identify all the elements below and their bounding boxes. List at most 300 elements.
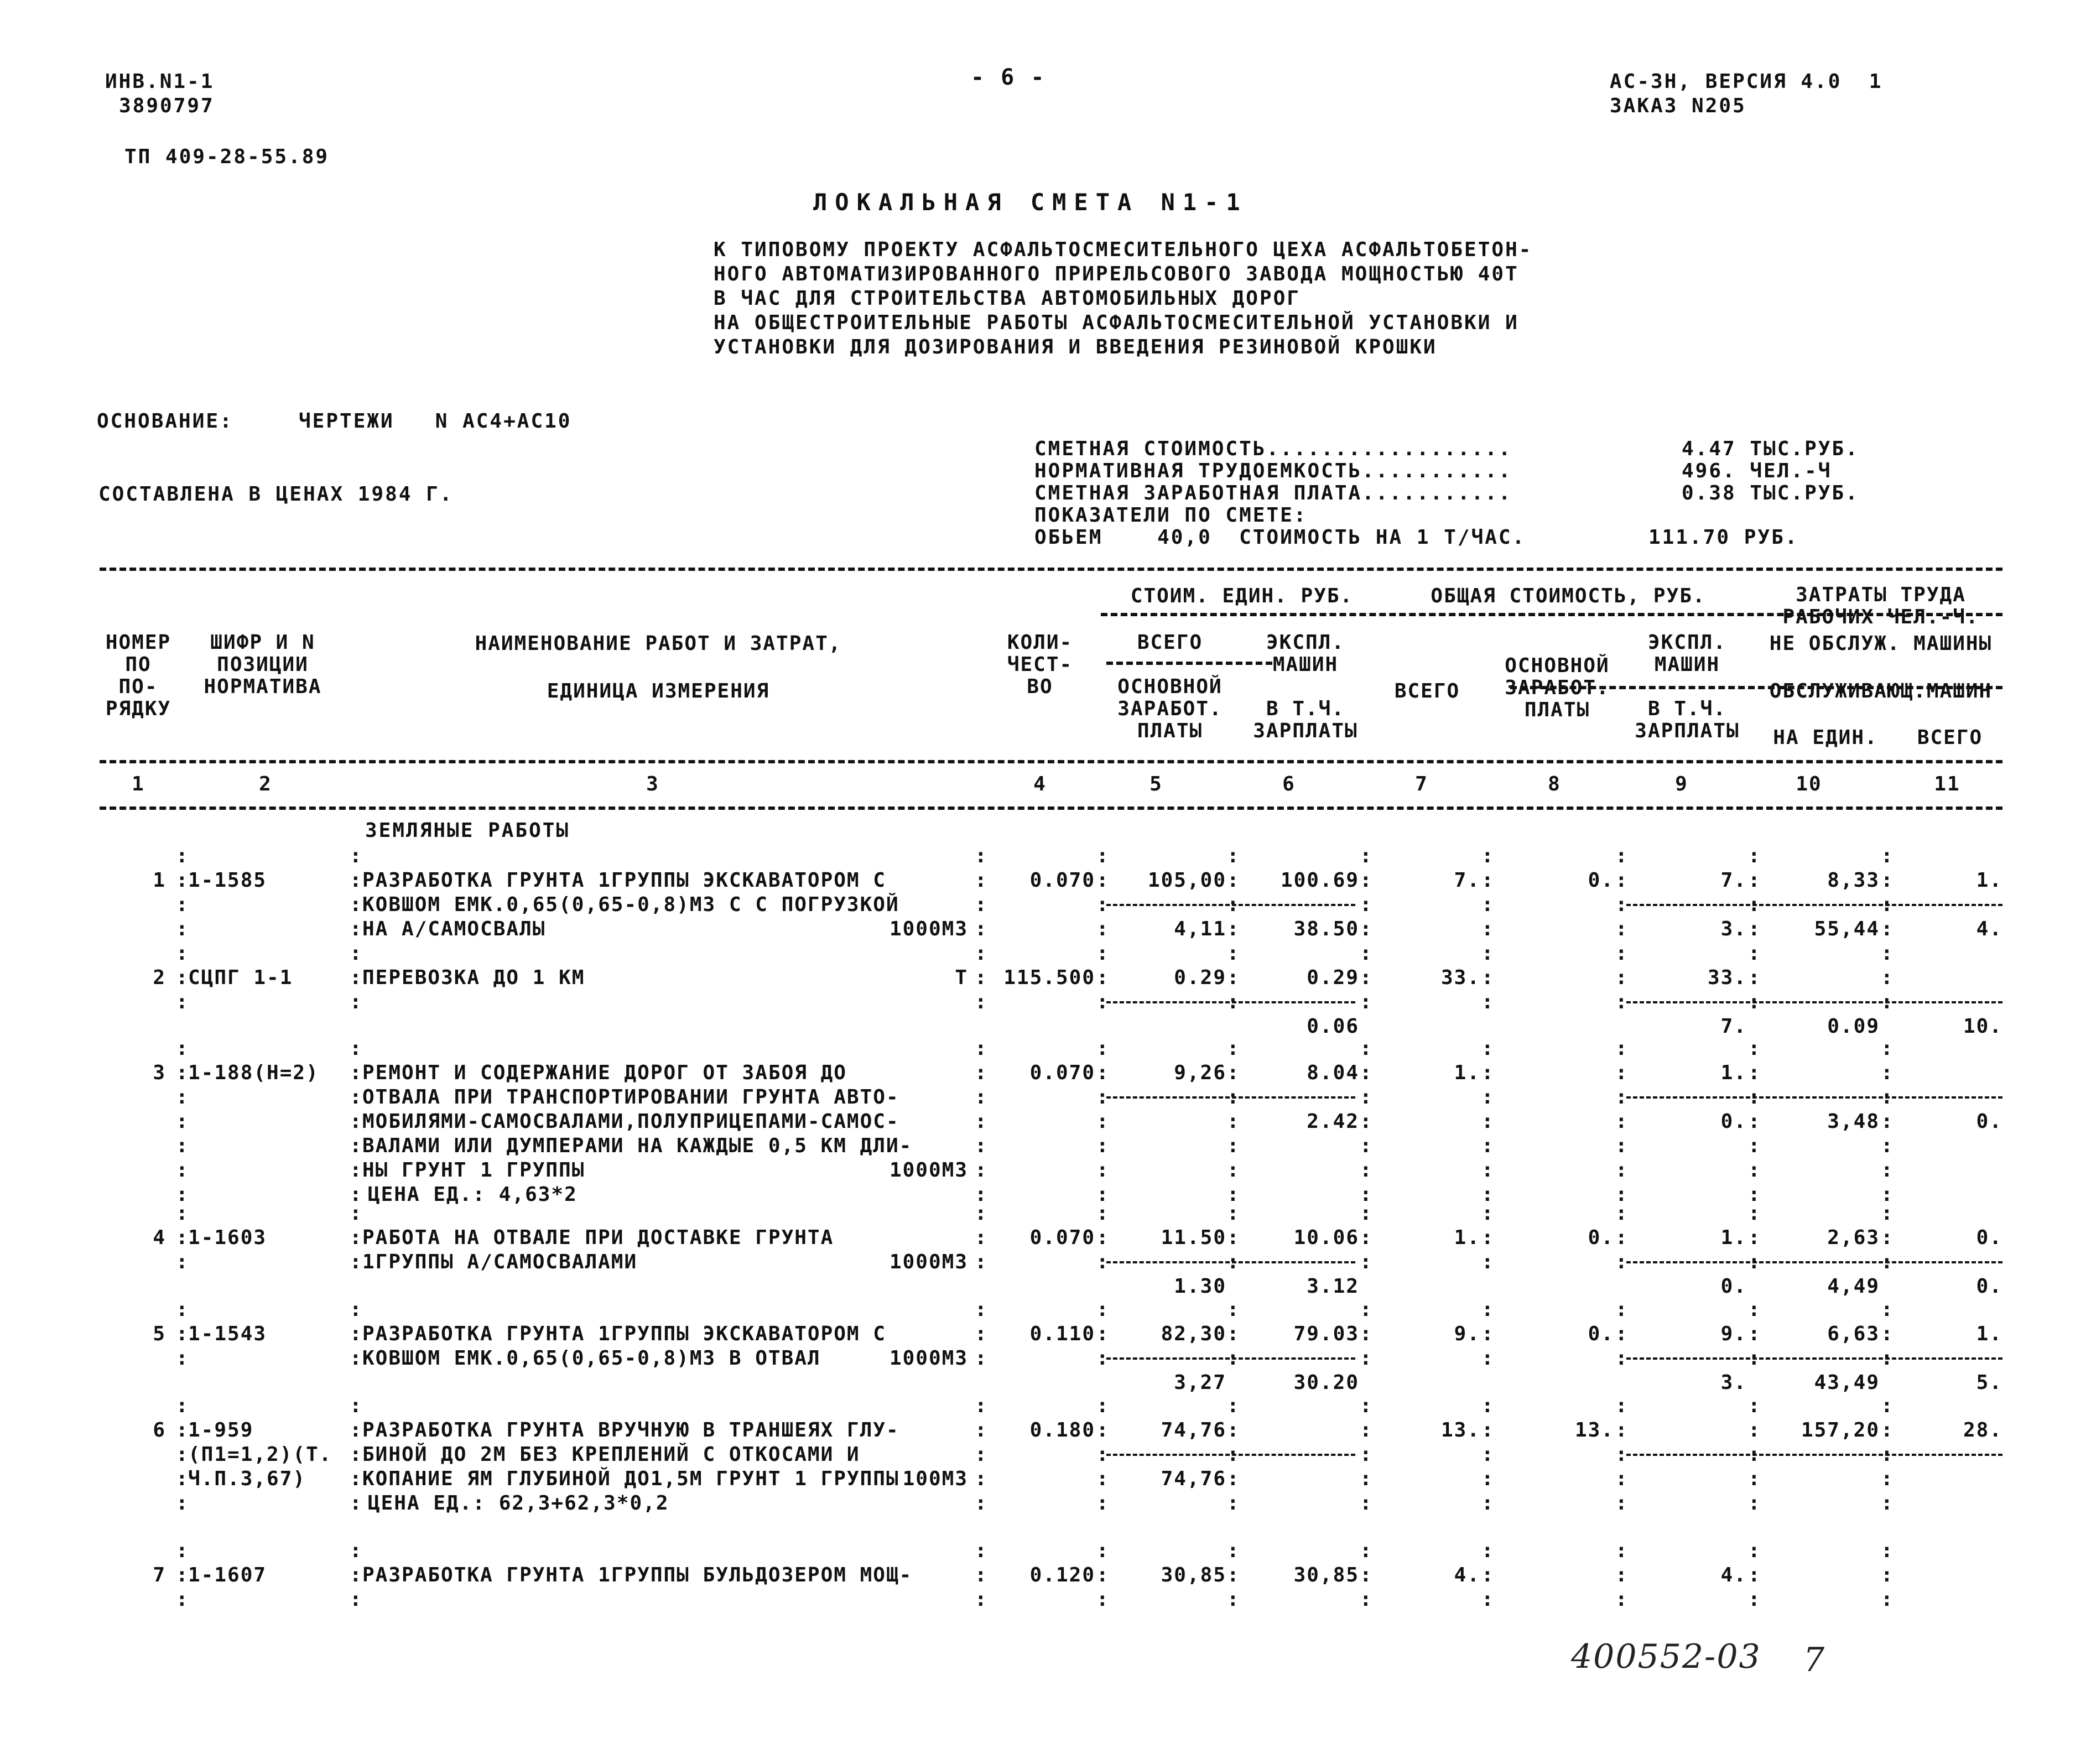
column-separator: : bbox=[350, 1298, 362, 1321]
labor-per-unit: 8,33 bbox=[1827, 869, 1880, 892]
norm-code: 1-188(Н=2) bbox=[188, 1061, 319, 1084]
column-separator: : bbox=[1096, 1202, 1109, 1225]
norm-code: Ч.П.3,67) bbox=[188, 1468, 306, 1490]
column-separator: : bbox=[176, 1588, 188, 1611]
total-machine-wages: 7. bbox=[1720, 1015, 1747, 1038]
column-separator: : bbox=[1881, 1419, 1893, 1442]
column-separator: : bbox=[1096, 893, 1109, 916]
column-separator: : bbox=[1096, 1086, 1109, 1109]
column-separator: : bbox=[1748, 1110, 1760, 1133]
column-separator: : bbox=[1481, 1135, 1494, 1157]
page-number: - 6 - bbox=[971, 65, 1046, 90]
column-separator: : bbox=[975, 1226, 987, 1249]
column-separator: : bbox=[1481, 966, 1494, 989]
column-separator: : bbox=[1227, 1323, 1239, 1345]
column-separator: : bbox=[1748, 1159, 1760, 1182]
unit-cost-total: 0.29 bbox=[1174, 966, 1226, 989]
column-separator: : bbox=[350, 991, 362, 1013]
column-number: 6 bbox=[1282, 773, 1296, 795]
unit-of-measure: 1000М3 bbox=[889, 1251, 968, 1273]
column-separator: : bbox=[1881, 991, 1893, 1013]
column-separator: : bbox=[975, 845, 987, 867]
work-name-line: РАБОТА НА ОТВАЛЕ ПРИ ДОСТАВКЕ ГРУНТА bbox=[362, 1226, 834, 1249]
column-separator: : bbox=[350, 966, 362, 989]
summary-label: СМЕТНАЯ ЗАРАБОТНАЯ ПЛАТА........... bbox=[1034, 482, 1512, 504]
column-separator: : bbox=[350, 1183, 362, 1206]
column-separator: : bbox=[1096, 918, 1109, 940]
column-separator: : bbox=[1227, 869, 1239, 892]
col-header-7: ВСЕГО bbox=[1394, 680, 1460, 703]
total-machines: 1. bbox=[1720, 1061, 1747, 1084]
column-separator: : bbox=[1748, 1251, 1760, 1273]
column-separator: : bbox=[350, 1492, 362, 1515]
column-number: 11 bbox=[1934, 773, 1960, 795]
cell-divider bbox=[1106, 1096, 1355, 1099]
unit-cost-total: 82,30 bbox=[1161, 1323, 1226, 1345]
column-separator: : bbox=[1748, 1468, 1760, 1490]
unit-of-measure: 1000М3 bbox=[889, 918, 968, 940]
column-separator: : bbox=[176, 1323, 188, 1345]
column-separator: : bbox=[975, 991, 987, 1013]
work-name-line: РАЗРАБОТКА ГРУНТА ВРУЧНУЮ В ТРАНШЕЯХ ГЛУ- bbox=[362, 1419, 899, 1442]
column-separator: : bbox=[975, 1539, 987, 1562]
column-separator: : bbox=[350, 1061, 362, 1084]
column-number: 3 bbox=[646, 773, 659, 795]
subtitle-line: УСТАНОВКИ ДЛЯ ДОЗИРОВАНИЯ И ВВЕДЕНИЯ РЕЗИНОВОЙ КРОШКИ bbox=[714, 336, 1437, 358]
cell-divider bbox=[1626, 1096, 2002, 1099]
cell-divider bbox=[1626, 1261, 2002, 1263]
work-name-line: КОПАНИЕ ЯМ ГЛУБИНОЙ ДО1,5М ГРУНТ 1 ГРУППЫ bbox=[362, 1468, 899, 1490]
column-separator: : bbox=[1481, 1539, 1494, 1562]
column-separator: : bbox=[1481, 1588, 1494, 1611]
cell-divider bbox=[1626, 1357, 2002, 1360]
column-separator: : bbox=[1748, 893, 1760, 916]
column-separator: : bbox=[1096, 1347, 1109, 1370]
column-separator: : bbox=[1881, 1251, 1893, 1273]
column-separator: : bbox=[176, 1419, 188, 1442]
column-number: 1 bbox=[132, 773, 145, 795]
total-cost: 1. bbox=[1454, 1226, 1480, 1249]
column-separator: : bbox=[1096, 942, 1109, 965]
column-separator: : bbox=[1360, 1443, 1372, 1466]
column-separator: : bbox=[1096, 869, 1109, 892]
column-separator: : bbox=[176, 1226, 188, 1249]
column-separator: : bbox=[975, 1323, 987, 1345]
column-separator: : bbox=[1748, 942, 1760, 965]
column-separator: : bbox=[1748, 966, 1760, 989]
unit-cost-total: 30,85 bbox=[1161, 1564, 1226, 1586]
total-cost: 1. bbox=[1454, 1061, 1480, 1084]
column-separator: : bbox=[350, 1086, 362, 1109]
row-number: 6 bbox=[153, 1419, 166, 1442]
column-separator: : bbox=[1227, 918, 1239, 940]
column-separator: : bbox=[1227, 1110, 1239, 1133]
col-header-qty: КОЛИ- ЧЕСТ- ВО bbox=[1007, 631, 1073, 698]
column-separator: : bbox=[1881, 1539, 1893, 1562]
column-separator: : bbox=[1227, 991, 1239, 1013]
labor-per-unit-machines: 3,48 bbox=[1827, 1110, 1880, 1133]
section-title: ЗЕМЛЯНЫЕ РАБОТЫ bbox=[365, 819, 570, 842]
column-separator: : bbox=[176, 1037, 188, 1060]
column-separator: : bbox=[975, 1135, 987, 1157]
column-separator: : bbox=[1227, 1086, 1239, 1109]
column-separator: : bbox=[1227, 1226, 1239, 1249]
unit-cost-machine-wages: 2.42 bbox=[1307, 1110, 1359, 1133]
column-separator: : bbox=[176, 893, 188, 916]
unit-price-note: ЦЕНА ЕД.: 62,3+62,3*0,2 bbox=[368, 1492, 669, 1515]
norm-code: 1-1607 bbox=[188, 1564, 267, 1586]
unit-cost-machine-wages: 38.50 bbox=[1293, 918, 1359, 940]
column-separator: : bbox=[1748, 1443, 1760, 1466]
column-separator: : bbox=[1881, 966, 1893, 989]
column-separator: : bbox=[1481, 1323, 1494, 1345]
work-name-line: 1ГРУППЫ А/САМОСВАЛАМИ bbox=[362, 1251, 638, 1273]
norm-code: СЦПГ 1-1 bbox=[188, 966, 293, 989]
column-separator: : bbox=[1227, 1183, 1239, 1206]
column-separator: : bbox=[1096, 1298, 1109, 1321]
column-separator: : bbox=[176, 845, 188, 867]
quantity: 0.070 bbox=[1029, 869, 1095, 892]
column-separator: : bbox=[1096, 1135, 1109, 1157]
column-separator: : bbox=[1481, 1298, 1494, 1321]
column-separator: : bbox=[1481, 942, 1494, 965]
column-separator: : bbox=[1096, 1588, 1109, 1611]
column-separator: : bbox=[1748, 1347, 1760, 1370]
col-header-number: НОМЕР ПО ПО- РЯДКУ bbox=[105, 631, 171, 720]
column-separator: : bbox=[1615, 1086, 1627, 1109]
labor-total-machines: 4. bbox=[1976, 918, 2002, 940]
column-separator: : bbox=[1360, 1135, 1372, 1157]
column-separator: : bbox=[1881, 1037, 1893, 1060]
column-separator: : bbox=[1227, 1564, 1239, 1586]
unit-cost-wages: 3,27 bbox=[1174, 1371, 1226, 1394]
column-separator: : bbox=[1227, 1135, 1239, 1157]
column-separator: : bbox=[1096, 1443, 1109, 1466]
column-separator: : bbox=[1481, 991, 1494, 1013]
column-separator: : bbox=[1360, 845, 1372, 867]
column-separator: : bbox=[176, 918, 188, 940]
norm-code: 1-959 bbox=[188, 1419, 254, 1442]
column-separator: : bbox=[1748, 1539, 1760, 1562]
column-separator: : bbox=[1615, 1323, 1627, 1345]
column-separator: : bbox=[1096, 1564, 1109, 1586]
row-number: 5 bbox=[153, 1323, 166, 1345]
column-separator: : bbox=[176, 869, 188, 892]
cell-divider bbox=[1106, 1357, 1355, 1360]
column-separator: : bbox=[1481, 1492, 1494, 1515]
basis-value: ЧЕРТЕЖИ N АС4+АС10 bbox=[299, 410, 572, 433]
column-separator: : bbox=[975, 1468, 987, 1490]
subtitle-line: К ТИПОВОМУ ПРОЕКТУ АСФАЛЬТОСМЕСИТЕЛЬНОГО ЦЕХА АСФАЛЬТОБЕТОН- bbox=[714, 238, 1533, 261]
column-separator: : bbox=[1748, 1588, 1760, 1611]
work-name-line: РАЗРАБОТКА ГРУНТА 1ГРУППЫ ЭКСКАВАТОРОМ С bbox=[362, 1323, 886, 1345]
column-separator: : bbox=[1748, 1202, 1760, 1225]
column-separator: : bbox=[350, 1347, 362, 1370]
column-separator: : bbox=[1748, 1323, 1760, 1345]
quantity: 115.500 bbox=[1003, 966, 1095, 989]
column-separator: : bbox=[350, 1419, 362, 1442]
unit-of-measure: 100М3 bbox=[902, 1468, 968, 1490]
quantity: 0.070 bbox=[1029, 1226, 1095, 1249]
total-machines: 9. bbox=[1720, 1323, 1747, 1345]
handwritten-page-number: 7 bbox=[1803, 1641, 1826, 1679]
col-header-total-cost: ОБЩАЯ СТОИМОСТЬ, РУБ. bbox=[1431, 585, 1706, 607]
column-separator: : bbox=[1096, 1226, 1109, 1249]
column-separator: : bbox=[1360, 1588, 1372, 1611]
column-separator: : bbox=[1360, 1468, 1372, 1490]
column-separator: : bbox=[1096, 1539, 1109, 1562]
column-separator: : bbox=[1096, 966, 1109, 989]
cell-divider bbox=[1626, 904, 2002, 906]
work-name-line: ВАЛАМИ ИЛИ ДУМПЕРАМИ НА КАЖДЫЕ 0,5 КМ ДЛИ- bbox=[362, 1135, 913, 1157]
column-separator: : bbox=[1481, 1110, 1494, 1133]
document-code: 3890797 bbox=[119, 95, 215, 117]
column-separator: : bbox=[1615, 1061, 1627, 1084]
column-separator: : bbox=[1096, 1251, 1109, 1273]
column-separator: : bbox=[1227, 1394, 1239, 1417]
column-separator: : bbox=[1615, 1394, 1627, 1417]
summary-label: ПОКАЗАТЕЛИ ПО СМЕТЕ: bbox=[1034, 504, 1308, 527]
column-separator: : bbox=[1360, 1202, 1372, 1225]
unit-cost-machines: 10.06 bbox=[1293, 1226, 1359, 1249]
column-separator: : bbox=[975, 1086, 987, 1109]
numbers-rule bbox=[100, 806, 2002, 810]
work-name-line: ПЕРЕВОЗКА ДО 1 КМ bbox=[362, 966, 585, 989]
norm-code: 1-1543 bbox=[188, 1323, 267, 1345]
column-separator: : bbox=[176, 1086, 188, 1109]
column-separator: : bbox=[350, 893, 362, 916]
column-separator: : bbox=[176, 1564, 188, 1586]
unit-cost-machine-wages: 30.20 bbox=[1293, 1371, 1359, 1394]
column-separator: : bbox=[176, 1394, 188, 1417]
column-separator: : bbox=[350, 1226, 362, 1249]
summary-label: НОРМАТИВНАЯ ТРУДОЕМКОСТЬ........... bbox=[1034, 460, 1512, 482]
column-separator: : bbox=[1748, 991, 1760, 1013]
column-separator: : bbox=[1096, 1159, 1109, 1182]
column-separator: : bbox=[1481, 1394, 1494, 1417]
column-separator: : bbox=[1615, 1202, 1627, 1225]
col-header-8: ОСНОВНОЙ ЗАРАБОТ. ПЛАТЫ bbox=[1505, 654, 1610, 721]
row-number: 2 bbox=[153, 966, 166, 989]
column-separator: : bbox=[1227, 1492, 1239, 1515]
column-separator: : bbox=[1481, 1419, 1494, 1442]
column-separator: : bbox=[1615, 1135, 1627, 1157]
summary-row bbox=[1034, 437, 1897, 459]
column-separator: : bbox=[1360, 1226, 1372, 1249]
unit-cost-wages: 74,76 bbox=[1161, 1468, 1226, 1490]
column-separator: : bbox=[1096, 1061, 1109, 1084]
cell-divider bbox=[1106, 1261, 1355, 1263]
column-separator: : bbox=[1748, 1419, 1760, 1442]
column-separator: : bbox=[1481, 1159, 1494, 1182]
labor-total-machines: 0. bbox=[1976, 1110, 2002, 1133]
column-separator: : bbox=[1227, 893, 1239, 916]
total-machine-wages: 0. bbox=[1720, 1275, 1747, 1298]
column-separator: : bbox=[1748, 845, 1760, 867]
column-separator: : bbox=[1615, 1564, 1627, 1586]
column-separator: : bbox=[350, 1539, 362, 1562]
column-separator: : bbox=[1615, 1443, 1627, 1466]
column-separator: : bbox=[1481, 1183, 1494, 1206]
col-header-11: ВСЕГО bbox=[1917, 726, 1983, 749]
column-separator: : bbox=[1360, 1298, 1372, 1321]
summary-row bbox=[1034, 481, 1897, 503]
column-separator: : bbox=[975, 1588, 987, 1611]
column-separator: : bbox=[1748, 1037, 1760, 1060]
inventory-number: ИНВ.N1-1 bbox=[105, 70, 215, 93]
labor-total: 1. bbox=[1976, 1323, 2002, 1345]
summary-value: 4.47 ТЫС.РУБ. bbox=[1682, 438, 1859, 460]
column-separator: : bbox=[1748, 1564, 1760, 1586]
summary-row bbox=[1034, 503, 1897, 525]
labor-per-unit-machines: 55,44 bbox=[1814, 918, 1880, 940]
column-separator: : bbox=[176, 1202, 188, 1225]
column-separator: : bbox=[1360, 966, 1372, 989]
column-separator: : bbox=[176, 1347, 188, 1370]
column-separator: : bbox=[1481, 1251, 1494, 1273]
unit-cost-machines: 79.03 bbox=[1293, 1323, 1359, 1345]
column-separator: : bbox=[1227, 1443, 1239, 1466]
column-separator: : bbox=[1227, 1061, 1239, 1084]
column-separator: : bbox=[1227, 1159, 1239, 1182]
column-separator: : bbox=[1748, 1492, 1760, 1515]
column-separator: : bbox=[176, 942, 188, 965]
header-rule bbox=[100, 760, 2002, 763]
column-separator: : bbox=[1881, 1061, 1893, 1084]
summary-label: СМЕТНАЯ СТОИМОСТЬ.................. bbox=[1034, 438, 1512, 460]
column-separator: : bbox=[176, 1159, 188, 1182]
column-separator: : bbox=[1096, 1183, 1109, 1206]
column-separator: : bbox=[975, 918, 987, 940]
column-separator: : bbox=[1881, 893, 1893, 916]
work-name-line: ОТВАЛА ПРИ ТРАНСПОРТИРОВАНИИ ГРУНТА АВТО- bbox=[362, 1086, 899, 1109]
summary-row bbox=[1034, 525, 1897, 548]
column-separator: : bbox=[1615, 1539, 1627, 1562]
quantity: 0.120 bbox=[1029, 1564, 1095, 1586]
labor-per-unit: 6,63 bbox=[1827, 1323, 1880, 1345]
basis-label: ОСНОВАНИЕ: bbox=[97, 410, 233, 433]
cell-divider bbox=[1626, 1454, 2002, 1456]
unit-cost-total: 105,00 bbox=[1147, 869, 1226, 892]
row-number: 4 bbox=[153, 1226, 166, 1249]
column-separator: : bbox=[1615, 942, 1627, 965]
total-wages: 13. bbox=[1574, 1419, 1614, 1442]
row-number: 7 bbox=[153, 1564, 166, 1586]
column-separator: : bbox=[1748, 1183, 1760, 1206]
column-separator: : bbox=[975, 966, 987, 989]
total-cost: 13. bbox=[1440, 1419, 1480, 1442]
column-separator: : bbox=[1096, 1110, 1109, 1133]
total-cost: 9. bbox=[1454, 1323, 1480, 1345]
column-separator: : bbox=[975, 1251, 987, 1273]
column-separator: : bbox=[1881, 1135, 1893, 1157]
work-name-line: НА А/САМОСВАЛЫ bbox=[362, 918, 546, 940]
work-name-line: КОВШОМ ЕМК.0,65(0,65-0,8)М3 В ОТВАЛ bbox=[362, 1347, 821, 1370]
total-machine-wages: 0. bbox=[1720, 1110, 1747, 1133]
column-separator: : bbox=[1881, 942, 1893, 965]
column-number: 2 bbox=[259, 773, 272, 795]
column-separator: : bbox=[176, 1110, 188, 1133]
quantity: 0.180 bbox=[1029, 1419, 1095, 1442]
col-header-10b: ОБСЛУЖИВАЮЩ.МАШИН bbox=[1769, 680, 1993, 703]
unit-cost-machines: 100.69 bbox=[1280, 869, 1359, 892]
total-machine-wages: 3. bbox=[1720, 1371, 1747, 1394]
column-separator: : bbox=[1360, 1564, 1372, 1586]
column-separator: : bbox=[1615, 845, 1627, 867]
column-separator: : bbox=[1881, 1443, 1893, 1466]
work-name-line: БИНОЙ ДО 2М БЕЗ КРЕПЛЕНИЙ С ОТКОСАМИ И bbox=[362, 1443, 860, 1466]
column-separator: : bbox=[350, 1588, 362, 1611]
column-separator: : bbox=[1881, 1394, 1893, 1417]
column-separator: : bbox=[1227, 1468, 1239, 1490]
column-separator: : bbox=[1481, 1226, 1494, 1249]
column-separator: : bbox=[1748, 1061, 1760, 1084]
column-separator: : bbox=[1615, 893, 1627, 916]
labor-per-unit-machines: 0.09 bbox=[1827, 1015, 1880, 1038]
column-separator: : bbox=[1096, 1394, 1109, 1417]
column-separator: : bbox=[1481, 869, 1494, 892]
column-separator: : bbox=[1881, 845, 1893, 867]
col-header-6: ЭКСПЛ. МАШИН В Т.Ч. ЗАРПЛАТЫ bbox=[1253, 631, 1358, 742]
column-separator: : bbox=[1615, 1298, 1627, 1321]
total-cost: 7. bbox=[1454, 869, 1480, 892]
total-wages: 0. bbox=[1588, 1323, 1614, 1345]
column-separator: : bbox=[1227, 1202, 1239, 1225]
column-separator: : bbox=[1481, 845, 1494, 867]
col-header-labor: ЗАТРАТЫ ТРУДА РАБОЧИХ ЧЕЛ.-Ч. bbox=[1782, 584, 1979, 628]
labor-per-unit-machines: 43,49 bbox=[1814, 1371, 1880, 1394]
unit-of-measure: 1000М3 bbox=[889, 1159, 968, 1182]
column-separator: : bbox=[350, 869, 362, 892]
column-separator: : bbox=[1615, 1468, 1627, 1490]
cell-divider bbox=[1106, 1454, 1355, 1456]
column-separator: : bbox=[1615, 1183, 1627, 1206]
cell-divider bbox=[1106, 1001, 1355, 1003]
column-separator: : bbox=[1360, 1419, 1372, 1442]
col-header-9: ЭКСПЛ. МАШИН В Т.Ч. ЗАРПЛАТЫ bbox=[1635, 631, 1740, 742]
column-separator: : bbox=[1615, 1419, 1627, 1442]
labor-total: 1. bbox=[1976, 869, 2002, 892]
column-separator: : bbox=[1481, 893, 1494, 916]
column-separator: : bbox=[350, 1394, 362, 1417]
column-separator: : bbox=[1615, 1588, 1627, 1611]
unit-cost-machine-wages: 3.12 bbox=[1307, 1275, 1359, 1298]
labor-total-machines: 5. bbox=[1976, 1371, 2002, 1394]
column-separator: : bbox=[350, 1564, 362, 1586]
column-separator: : bbox=[1360, 1323, 1372, 1345]
row-number: 1 bbox=[153, 869, 166, 892]
column-separator: : bbox=[176, 1061, 188, 1084]
column-number: 9 bbox=[1675, 773, 1688, 795]
column-separator: : bbox=[1881, 918, 1893, 940]
labor-per-unit-machines: 4,49 bbox=[1827, 1275, 1880, 1298]
column-separator: : bbox=[1096, 1492, 1109, 1515]
column-separator: : bbox=[1881, 1183, 1893, 1206]
column-separator: : bbox=[1360, 1347, 1372, 1370]
row-number: 3 bbox=[153, 1061, 166, 1084]
labor-total: 28. bbox=[1963, 1419, 2002, 1442]
column-separator: : bbox=[1227, 1347, 1239, 1370]
col-header-10c: НА ЕДИН. bbox=[1773, 726, 1878, 749]
column-separator: : bbox=[1096, 1419, 1109, 1442]
column-separator: : bbox=[350, 845, 362, 867]
column-separator: : bbox=[1881, 1468, 1893, 1490]
column-separator: : bbox=[1881, 1347, 1893, 1370]
typical-project-code: ТП 409-28-55.89 bbox=[124, 145, 330, 168]
labor-total-machines: 10. bbox=[1963, 1015, 2002, 1038]
column-separator: : bbox=[1360, 1251, 1372, 1273]
column-separator: : bbox=[975, 942, 987, 965]
